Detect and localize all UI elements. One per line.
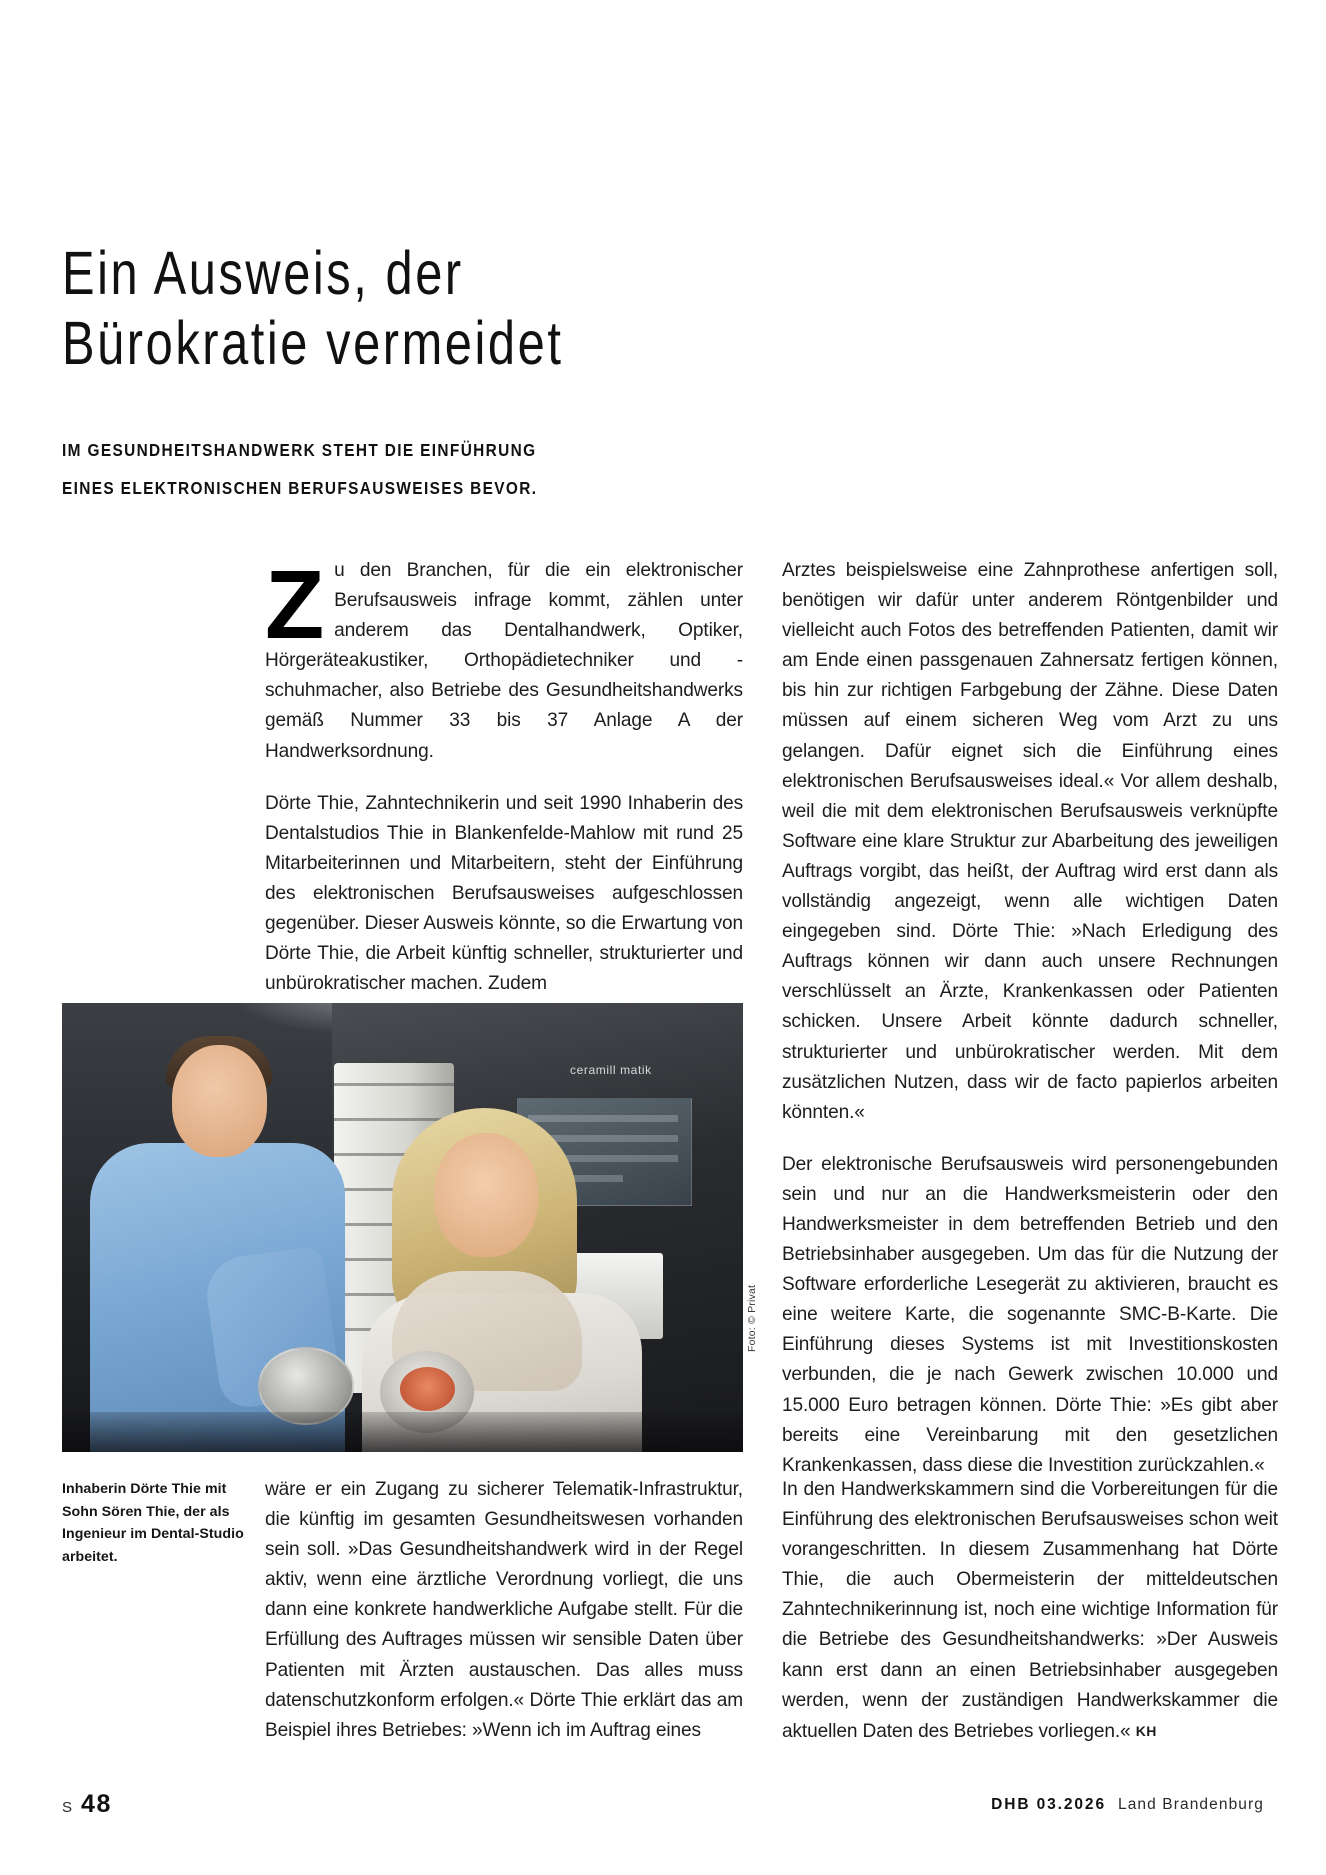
standfirst-line-1: IM GESUNDHEITSHANDWERK STEHT DIE EINFÜHRUNG: [62, 440, 537, 460]
footer-publication: [991, 1796, 1264, 1814]
article-standfirst: [62, 431, 822, 507]
photo-caption: Inhaberin Dörte Thie mit Sohn Sören Thie, der als Ingenieur im Dental-Studio arbeitet.: [62, 1481, 244, 1565]
headline-line-2: Bürokratie vermeidet: [62, 309, 564, 377]
body-column-right-upper: [782, 556, 1278, 1481]
footer-page-prefix: S: [62, 1799, 74, 1816]
footer-page-marker: [62, 1790, 112, 1819]
paragraph-right-lower-text: In den Handwerkskammern sind die Vorbereitungen für die Einführung des elektronischen Berufsausweises schon weit vorangeschritten. In diesem Zusammenhang hat Dörte Thie, die auch Obermeisterin der mitteldeutschen Zahntechnikerinnung ist, noch eine wichtige Information für die Betriebe des Gesundheitshandwerks: »Der Ausweis kann erst dann an einen Betriebsinhaber ausgegeben werden, wenn der zuständigen Handwerkskammer die aktuellen Daten des Betriebes vorliegen.«: [782, 1479, 1278, 1742]
paragraph-right-lower-1: [782, 1475, 1278, 1747]
footer-region: Land Brandenburg: [1117, 1796, 1264, 1813]
photo-credit: Foto: © Privat: [746, 1284, 758, 1352]
paragraph-intro-text: u den Branchen, für die ein elektronischer Berufsausweis infrage kommt, zählen unter anderem das Dentalhandwerk, Optiker, Hörgeräteakustiker, Orthopädietechniker und -schuhmacher, also Betriebe des Gesundheitshandwerks gemäß Nummer 33 bis 37 Anlage A der Handwerksordnung.: [265, 560, 743, 762]
paragraph-intro: [265, 550, 743, 767]
standfirst-line-2: EINES ELEKTRONISCHEN BERUFSAUSWEISES BEVOR.: [62, 478, 538, 498]
paragraph-left-2: Dörte Thie, Zahntechnikerin und seit 1990 Inhaberin des Dentalstudios Thie in Blankenfelde-Mahlow mit rund 25 Mitarbeiterinnen und Mitarbeitern, steht der Einführung des elektronischen Berufsausweises aufgeschlossen gegenüber. Dieser Ausweis könnte, so die Erwartung von Dörte Thie, die Arbeit künftig schneller, strukturierter und unbürokratischer machen. Zudem: [265, 792, 743, 995]
paragraph-right-2: Der elektronische Berufsausweis wird personengebunden sein und nur an die Handwerksmeisterin oder den Handwerksmeister in dem betreffenden Betrieb und den Betriebsinhaber ausgegeben. Um das für die Nutzung der Software erforderliche Lesegerät zu aktivieren, braucht es eine weitere Karte, die sogenannte SMC-B-Karte. Die Einführung dieses Systems ist mit Investitionskosten verbunden, die je nach Gewerk zwischen 10.000 und 15.000 Euro betragen können. Dörte Thie: »Es gibt aber bereits eine Vereinbarung mit den gesetzlichen Krankenkassen, dass diese die Investition zurückzahlen.«: [782, 1153, 1278, 1476]
photo-person-left-head: [172, 1045, 267, 1157]
headline-line-1: Ein Ausweis, der: [62, 239, 464, 307]
page-title: [62, 238, 1162, 378]
drop-cap: Z: [265, 550, 325, 659]
author-initials: KH: [1135, 1722, 1157, 1739]
photo-floor: [62, 1412, 743, 1452]
photo-machine-brand-label: ceramill matik: [570, 1063, 652, 1077]
body-column-left-upper: [265, 550, 743, 999]
body-column-left-lower: [265, 1475, 743, 1746]
body-column-right-lower: [782, 1475, 1278, 1747]
paragraph-left-lower-1: wäre er ein Zugang zu sicherer Telematik-Infrastruktur, die künftig im gesamten Gesundheitswesen vorhanden sein soll. »Das Gesundheitshandwerk wird in der Regel aktiv, wenn eine ärztliche Verordnung vorliegt, die uns dann eine konkrete handwerkliche Aufgabe stellt. Für die Erfüllung des Auftrages müssen wir sensible Daten über Patienten mit Ärzten austauschen. Das alles muss datenschutzkonform erfolgen.« Dörte Thie erklärt das am Beispiel ihres Betriebes: »Wenn ich im Auftrag eines: [265, 1479, 743, 1741]
article-photo: [62, 1003, 743, 1452]
footer-page-number: 48: [81, 1790, 113, 1818]
footer-issue: DHB 03.2026: [991, 1796, 1106, 1813]
paragraph-right-1: Arztes beispielsweise eine Zahnprothese anfertigen soll, benötigen wir dafür unter anderem Röntgenbilder und vielleicht auch Fotos des betreffenden Patienten, damit wir am Ende einen passgenauen Zahnersatz fertigen können, bis hin zur richtigen Farbgebung der Zähne. Diese Daten müssen auf einem sicheren Weg vom Arzt zu uns gelangen. Dafür eignet sich die Einführung eines elektronischen Berufsausweises ideal.« Vor allem deshalb, weil die mit dem elektronischen Berufsausweis verknüpfte Software eine klare Struktur zur Abarbeitung des jeweiligen Auftrags vorgibt, das heißt, der Auftrag wird erst dann als vollständig angezeigt, wenn alle wichtigen Daten eingegeben sind. Dörte Thie: »Nach Erledigung des Auftrags können wir dann auch unsere Rechnungen verschlüsselt an Ärzte, Krankenkassen oder Patienten schicken. Unsere Arbeit könnte dadurch schneller, strukturierter und unbürokratischer werden. Mit dem zusätzlichen Nutzen, dass wir de facto papierlos arbeiten könnten.«: [782, 560, 1278, 1123]
photo-person-right-head: [434, 1133, 538, 1257]
photo-scene: [62, 1003, 743, 1452]
photo-held-object-right-inner: [400, 1367, 455, 1411]
